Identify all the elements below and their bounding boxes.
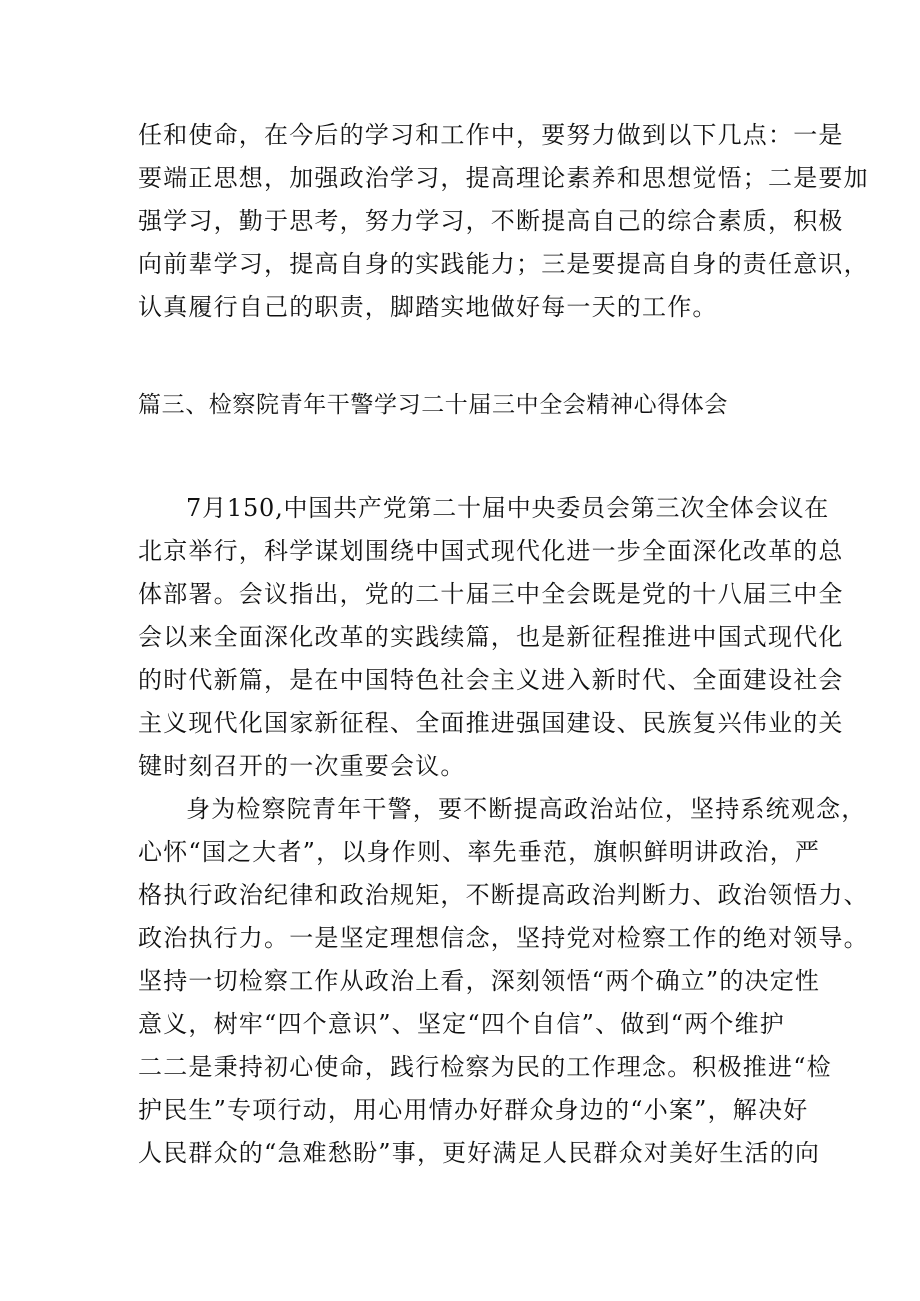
text-line: 护民生”专项行动，用心用情办好群众身边的“小案”，解决好 <box>138 1096 809 1124</box>
text-line: 的时代新篇，是在中国特色社会主义进入新时代、全面建设社会 <box>138 666 844 694</box>
text-line: 意义，树牢“四个意识”、坚定“四个自信”、做到“两个维护 <box>138 1010 785 1038</box>
text-line: 主义现代化国家新征程、全面推进强国建设、民族复兴伟业的关 <box>138 709 844 737</box>
text-line: 格执行政治纪律和政治规矩，不断提高政治判断力、政治领悟力、 <box>138 881 869 909</box>
text-line: 会以来全面深化改革的实践续篇，也是新征程推进中国式现代化 <box>138 623 844 651</box>
text-line: 坚持一切检察工作从政治上看，深刻领悟“两个确立”的决定性 <box>138 967 821 995</box>
text-line: 认真履行自己的职责，脚踏实地做好每一天的工作。 <box>138 293 718 321</box>
text-line: 向前辈学习，提高自身的实践能力；三是要提高自身的责任意识， <box>138 250 869 278</box>
text-line: 北京举行，科学谋划围绕中国式现代化进一步全面深化改革的总 <box>138 537 844 565</box>
text-line: 政治执行力。一是坚定理想信念，坚持党对检察工作的绝对领导。 <box>138 924 869 952</box>
text-line: 强学习，勤于思考，努力学习，不断提高自己的综合素质，积极 <box>138 207 844 235</box>
text-line: 键时刻召开的一次重要会议。 <box>138 752 466 780</box>
text-line: 要端正思想，加强政治学习，提高理论素养和思想觉悟；二是要加 <box>138 164 869 192</box>
section-heading: 篇三、检察院青年干警学习二十届三中全会精神心得体会 <box>138 392 728 418</box>
text-line: 7月150,中国共产党第二十届中央委员会第三次全体会议在 <box>186 494 830 522</box>
text-line: 任和使命，在今后的学习和工作中，要努力做到以下几点：一是 <box>138 121 844 149</box>
text-line: 体部署。会议指出，党的二十届三中全会既是党的十八届三中全 <box>138 580 844 608</box>
text-line: 人民群众的“急难愁盼”事，更好满足人民群众对美好生活的向 <box>138 1139 821 1167</box>
text-line: 心怀“国之大者”，以身作则、率先垂范，旗帜鲜明讲政治，严 <box>138 838 821 866</box>
text-line: 身为检察院青年干警，要不断提高政治站位，坚持系统观念， <box>186 795 867 823</box>
text-line: 二二是秉持初心使命，践行检察为民的工作理念。积极推进“检 <box>138 1053 832 1081</box>
